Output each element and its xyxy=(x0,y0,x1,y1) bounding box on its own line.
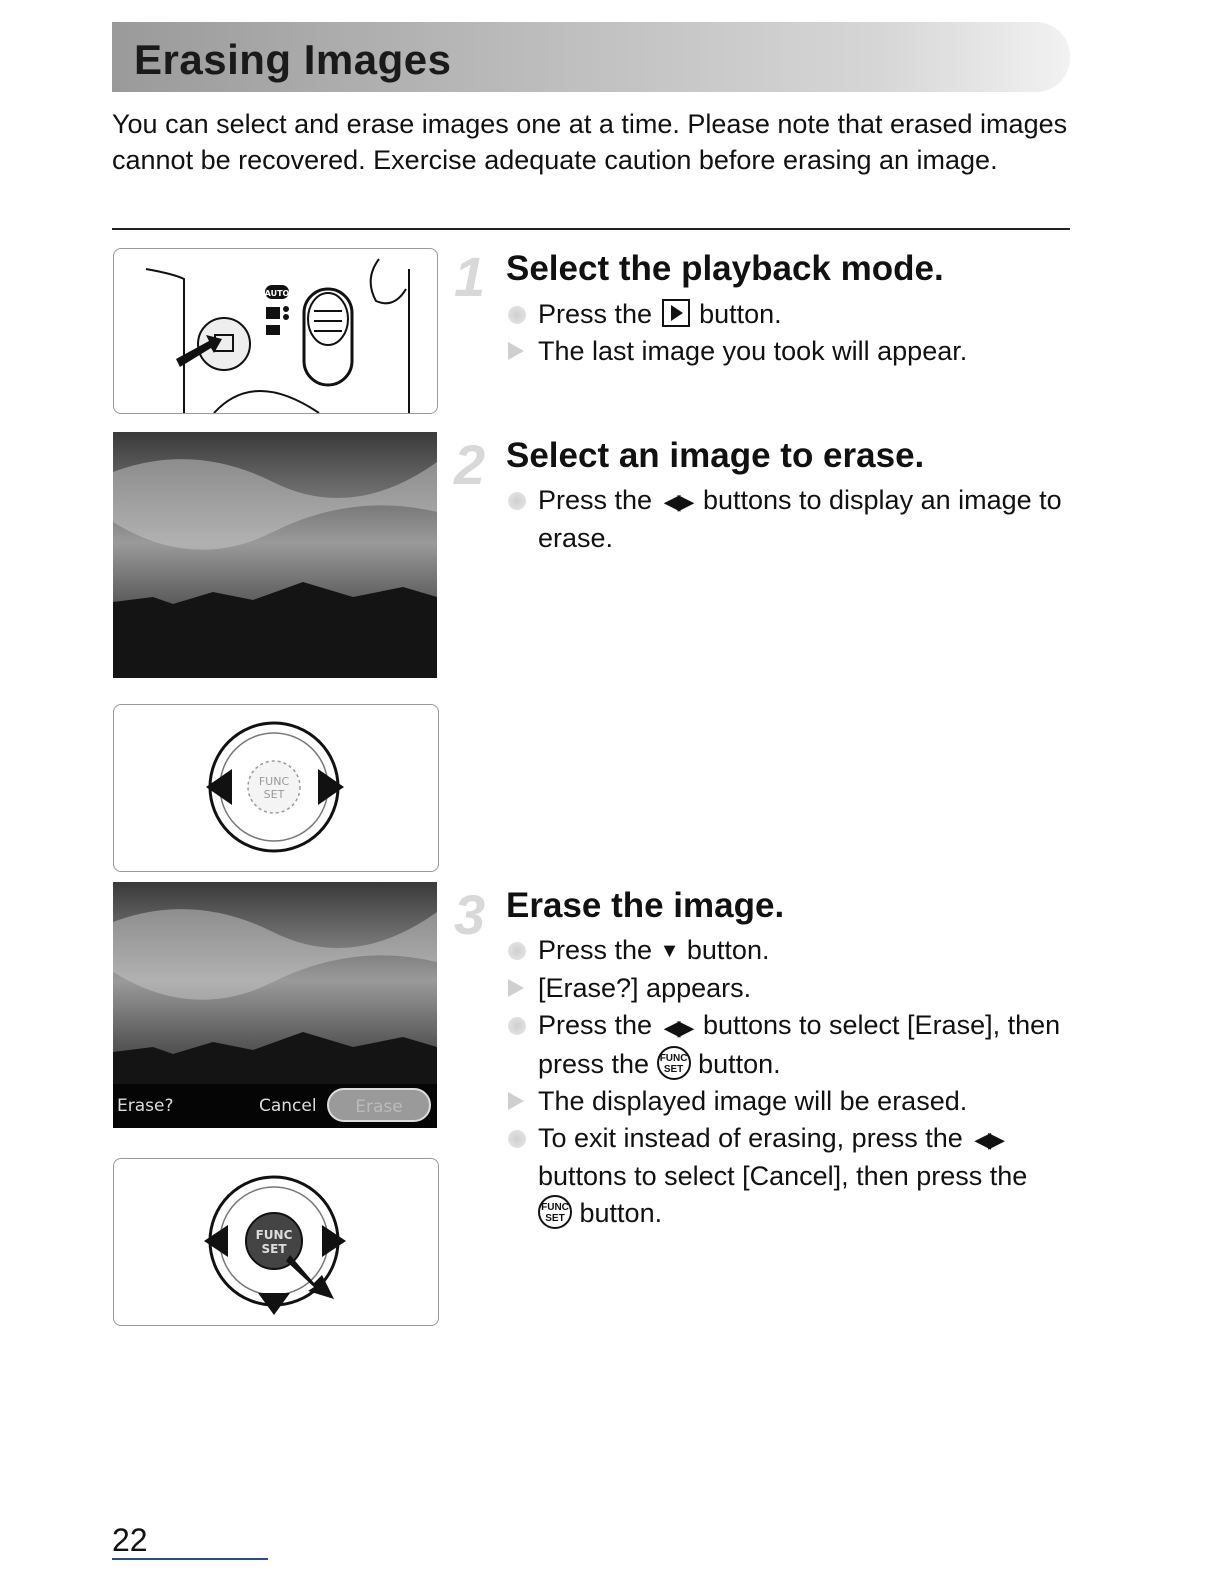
set-label: SET xyxy=(263,788,285,801)
result-bullet-icon xyxy=(508,979,524,997)
step-2-bullet-1: Press the ◀▶ buttons to display an image to erase. xyxy=(506,482,1066,557)
erase-prompt-screen xyxy=(113,882,437,1128)
step-1-bullet-2: The last image you took will appear. xyxy=(506,333,1066,370)
action-bullet-icon xyxy=(508,306,526,324)
step-2-bullets xyxy=(506,482,1066,557)
intro-paragraph: You can select and erase images one at a time. Please note that erased images cannot be recovered. Exercise adequate caution before erasing an image. xyxy=(112,109,1068,175)
page-number-underline xyxy=(112,1558,268,1560)
page-title: Erasing Images xyxy=(134,36,452,83)
page-number: 22 xyxy=(112,1522,148,1558)
left-right-arrows-icon: ◀▶ xyxy=(974,1127,1003,1153)
func-label: FUNC xyxy=(255,1228,293,1242)
set-label: SET xyxy=(261,1242,287,1256)
playback-icon xyxy=(662,299,690,327)
camera-body-illustration xyxy=(114,249,437,413)
sample-photo xyxy=(113,432,437,678)
result-bullet-icon xyxy=(508,342,524,360)
step-1-title: Select the playback mode. xyxy=(506,249,944,288)
step-3-bullet-1: Press the ▼ button. xyxy=(506,932,1066,970)
erase-dialog xyxy=(113,1084,437,1128)
left-right-arrows-icon: ◀▶ xyxy=(663,1014,692,1040)
action-bullet-icon xyxy=(508,1017,526,1035)
step-1-bullets xyxy=(506,296,1066,370)
step-3-bullet-4: The displayed image will be erased. xyxy=(506,1083,1066,1120)
action-bullet-icon xyxy=(508,1130,526,1148)
step-1-number: 1 xyxy=(454,245,485,308)
control-dial-left-right-illustration xyxy=(113,704,439,872)
section-divider xyxy=(112,228,1070,230)
erase-option[interactable]: Erase xyxy=(327,1088,431,1122)
step-2-number: 2 xyxy=(454,433,485,496)
func-set-icon: FUNC SET xyxy=(657,1046,691,1080)
erase-prompt-text: Erase? xyxy=(117,1096,174,1116)
cancel-option[interactable]: Cancel xyxy=(259,1096,317,1116)
step-3-bullet-2: [Erase?] appears. xyxy=(506,970,1066,1007)
step-1-bullet-1: Press the button. xyxy=(506,296,1066,333)
left-right-arrows-icon: ◀▶ xyxy=(663,489,692,515)
step-2-title: Select an image to erase. xyxy=(506,436,925,475)
step-3-bullet-3: Press the ◀▶ buttons to select [Erase], then press the FUNC SET button. xyxy=(506,1007,1066,1082)
func-set-icon: FUNC SET xyxy=(538,1195,572,1229)
step-3-bullets xyxy=(506,932,1066,1232)
step-3-number: 3 xyxy=(454,883,485,946)
step-3-title: Erase the image. xyxy=(506,886,785,925)
auto-mode-label: AUTO xyxy=(264,289,290,298)
action-bullet-icon xyxy=(508,492,526,510)
action-bullet-icon xyxy=(508,942,526,960)
func-label: FUNC xyxy=(258,775,290,788)
control-dial-func-set-illustration xyxy=(113,1158,439,1326)
down-arrow-icon: ▼ xyxy=(659,940,680,963)
step-3-bullet-5: To exit instead of erasing, press the ◀▶ buttons to select [Cancel], then press the FUNC SET button. xyxy=(506,1120,1066,1232)
result-bullet-icon xyxy=(508,1092,524,1110)
camera-playback-button-illustration xyxy=(113,248,438,414)
